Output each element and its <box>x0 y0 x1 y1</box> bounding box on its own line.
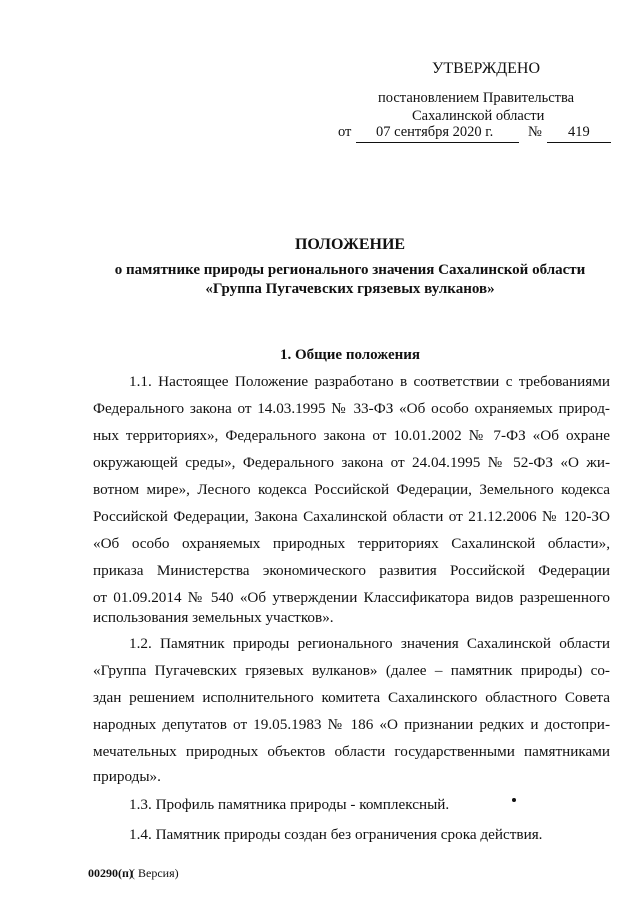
paragraph-1-1-line: Российской Федерации, Закона Сахалинской области от 21.12.2006 № 120-ЗО <box>93 508 610 525</box>
paragraph-1-2-line: 1.2. Памятник природы регионального значения Сахалинской области <box>129 635 610 652</box>
paragraph-1-1-line: вотном мире», Лесного кодекса Российской Федерации, Земельного кодекса <box>93 481 610 498</box>
document-title: ПОЛОЖЕНИЕ <box>294 236 406 253</box>
paragraph-1-1-line: окружающей среды», Федерального закона от 24.04.1995 № 52-ФЗ «О жи- <box>93 454 610 471</box>
paragraph-1-4: 1.4. Памятник природы создан без ограничения срока действия. <box>129 826 543 843</box>
paragraph-1-1-line: Федерального закона от 14.03.1995 № 33-ФЗ «Об особо охраняемых природ- <box>93 400 610 417</box>
number-underline <box>547 142 611 143</box>
approval-date: 07 сентября 2020 г. <box>376 124 494 140</box>
scan-speck <box>512 798 516 802</box>
document-subtitle-line2: «Группа Пугачевских грязевых вулканов» <box>205 281 495 297</box>
paragraph-1-2-line: народных депутатов от 19.05.1983 № 186 «О признании редких и достопри- <box>93 716 610 733</box>
approval-number: 419 <box>568 124 590 140</box>
paragraph-1-1-line: ных территориях», Федерального закона от 10.01.2002 № 7-ФЗ «Об охране <box>93 427 610 444</box>
approval-issuer-line1: постановлением Правительства <box>378 90 575 106</box>
paragraph-1-3: 1.3. Профиль памятника природы - комплексный. <box>129 796 450 813</box>
paragraph-1-1-line: приказа Министерства экономического развития Российской Федерации <box>93 562 610 579</box>
approval-number-label: № <box>528 124 542 140</box>
paragraph-1-1-line: использования земельных участков». <box>93 609 334 626</box>
footer-version: ( Версия) <box>131 866 179 880</box>
approval-from-label: от <box>338 124 352 140</box>
paragraph-1-2-line: мечательных природных объектов области государственными памятниками <box>93 743 610 760</box>
document-subtitle-line1: о памятнике природы регионального значения Сахалинской области <box>114 262 586 278</box>
paragraph-1-1-line: от 01.09.2014 № 540 «Об утверждении Классификатора видов разрешенного <box>93 589 610 606</box>
footer-document-code: 00290(п) <box>88 866 133 880</box>
paragraph-1-2-line: природы». <box>93 768 161 785</box>
approval-issuer-line2: Сахалинской области <box>412 108 545 124</box>
paragraph-1-1-line: «Об особо охраняемых природных территориях Сахалинской области», <box>93 535 610 552</box>
paragraph-1-1-line: 1.1. Настоящее Положение разработано в соответствии с требованиями <box>129 373 610 390</box>
date-underline <box>356 142 519 143</box>
section-heading: 1. Общие положения <box>279 347 421 363</box>
approval-title: УТВЕРЖДЕНО <box>432 60 541 77</box>
paragraph-1-2-line: «Группа Пугачевских грязевых вулканов» (далее – памятник природы) со- <box>93 662 610 679</box>
paragraph-1-2-line: здан решением исполнительного комитета Сахалинского областного Совета <box>93 689 610 706</box>
